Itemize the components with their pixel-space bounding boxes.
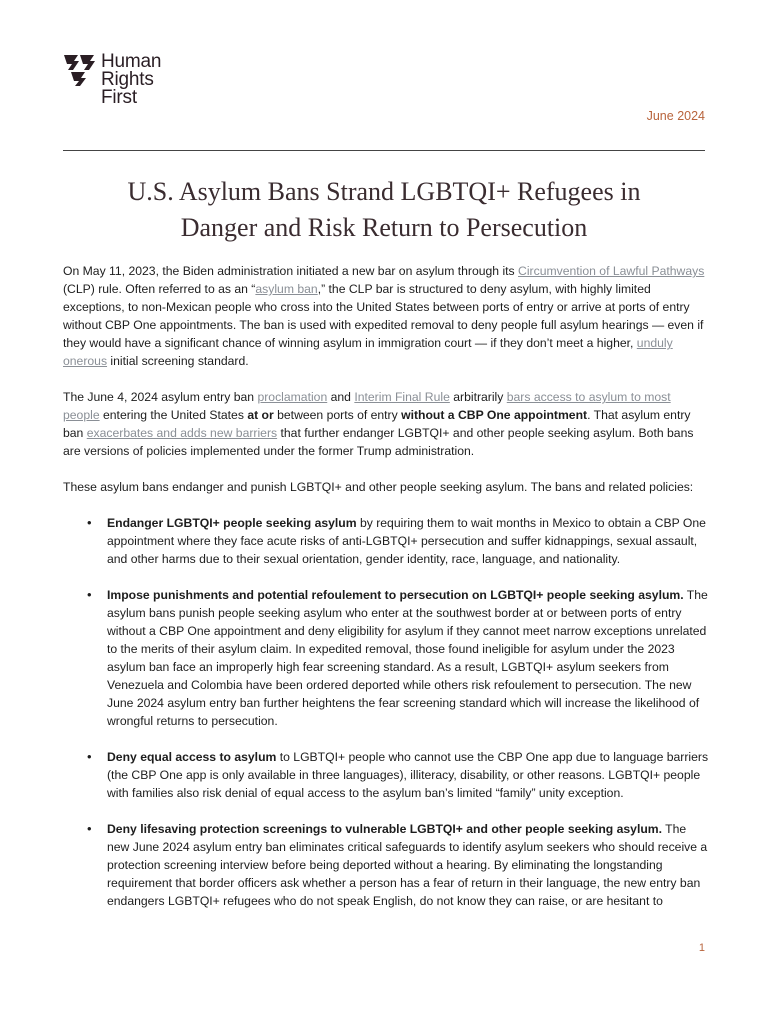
bullet-heading: Endanger LGBTQI+ people seeking asylum (107, 516, 357, 530)
exacerbates-link[interactable]: exacerbates and adds new barriers (86, 426, 278, 440)
p2-bold-at-or: at or (247, 408, 274, 422)
page-number: 1 (698, 942, 705, 954)
p2-text-a: The June 4, 2024 asylum entry ban (63, 390, 258, 404)
bars-access-link[interactable]: bars access to asylum to most people (63, 390, 671, 422)
title-line-1: U.S. Asylum Bans Strand LGBTQI+ Refugees in (127, 177, 641, 206)
p1-text-c: ,” the CLP bar is structured to deny asylum, with highly limited exceptions, to non-Mexican people who cross into the United States between ports of entry or arrive at ports of entry without CBP One appointments. The ban is used with expedited removal to deny people full asylum hearings — even if they would have a significant chance of winning asylum in immigration court — if they don’t meet a higher, (63, 282, 704, 350)
publication-date: June 2024 (646, 109, 705, 123)
organization-logo (63, 53, 161, 107)
list-item (107, 586, 710, 730)
document-body (63, 262, 710, 910)
interim-final-rule-link[interactable]: Interim Final Rule (354, 390, 450, 404)
proclamation-link[interactable]: proclamation (257, 390, 328, 404)
intro-paragraph (63, 262, 710, 370)
list-item (107, 514, 710, 568)
p1-text-a: On May 11, 2023, the Biden administration initiated a new bar on asylum through its (63, 264, 519, 278)
asylum-ban-link[interactable]: asylum ban (255, 282, 318, 296)
bullet-text: to LGBTQI+ people who cannot use the CBP One app due to language barriers (the CBP One app is only available in three languages), illiteracy, disability, or other reasons. LGBTQI+ people with families also risk denial of equal access to the asylum ban’s limited “family” unity exception. (107, 750, 709, 800)
bans-summary-paragraph: These asylum bans endanger and punish LGBTQI+ and other people seeking asylum. The bans and related policies: (63, 480, 694, 494)
p2-text-g: that further endanger LGBTQI+ and other people seeking asylum. Both bans are versions of policies implemented under the former Trump administration. (63, 426, 694, 458)
logo-wordmark (101, 53, 161, 107)
logo-line-2: Rights (101, 69, 154, 90)
bullet-heading: Deny equal access to asylum (107, 750, 277, 764)
list-item (107, 748, 710, 802)
p1-text-b: (CLP) rule. Often referred to as an “ (63, 282, 256, 296)
logo-line-1: Human (101, 51, 162, 72)
unduly-onerous-link[interactable]: unduly onerous (63, 336, 673, 368)
clp-rule-link[interactable]: Circumvention of Lawful Pathways (518, 264, 705, 278)
p2-text-b: and (327, 390, 355, 404)
page-title (63, 174, 705, 246)
logo-mark-icon (63, 53, 97, 87)
bullet-text: The asylum bans punish people seeking asylum who enter at the southwest border at or between ports of entry without a CBP One appointment and deny eligibility for asylum if they cannot meet narrow exceptions unrelated to the merits of their asylum claim. In expedited removal, those found ineligible for asylum under the 2023 asylum ban face an improperly high fear screening standard. As a result, LGBTQI+ asylum seekers from Venezuela and Colombia have been ordered deported while others risk refoulement to persecution. The new June 2024 asylum entry ban further heightens the fear screening standard which will increase the likelihood of wrongful returns to persecution. (107, 588, 708, 728)
p2-text-f: . That asylum entry ban (63, 408, 691, 440)
bullet-heading: Impose punishments and potential refoulement to persecution on LGBTQI+ people seeking asylum. (107, 588, 684, 602)
bullet-heading: Deny lifesaving protection screenings to vulnerable LGBTQI+ and other people seeking asylum. (107, 822, 663, 836)
p2-text-e: between ports of entry (273, 408, 402, 422)
bullet-text: by requiring them to wait months in Mexico to obtain a CBP One appointment where they face acute risks of anti-LGBTQI+ persecution and suffer kidnappings, sexual assault, and other harms due to their sexual orientation, gender identity, race, language, and nationality. (107, 516, 706, 566)
header-divider (63, 150, 705, 151)
bullet-text: The new June 2024 asylum entry ban eliminates critical safeguards to identify asylum seekers who should receive a protection screening interview before being deported without a hearing. By eliminating the longstanding requirement that border officers ask whether a person has a fear of return in their language, the new entry ban endangers LGBTQI+ refugees who do not speak English, do not know they can raise, or are hesitant to (107, 822, 708, 908)
p1-text-d: initial screening standard. (107, 354, 249, 368)
list-item (107, 820, 710, 910)
p2-bold-cbp: without a CBP One appointment (401, 408, 588, 422)
title-line-2: Danger and Risk Return to Persecution (180, 213, 588, 242)
p2-text-d: entering the United States (99, 408, 248, 422)
policy-bullet-list (107, 514, 710, 910)
p2-text-c: arbitrarily (449, 390, 507, 404)
entry-ban-paragraph (63, 388, 710, 460)
logo-line-3: First (101, 87, 137, 108)
